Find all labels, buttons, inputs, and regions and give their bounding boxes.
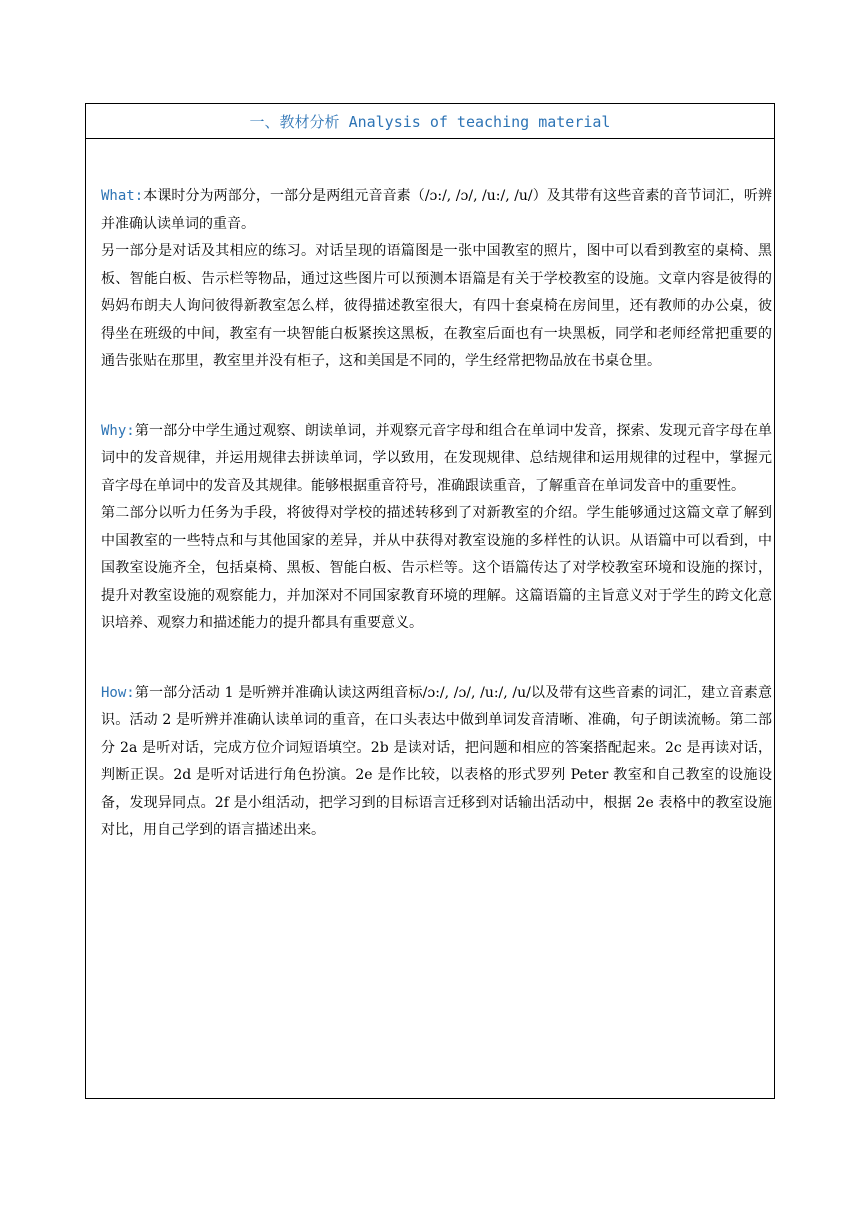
why-label: Why: [101, 422, 135, 439]
why-paragraph-2: 第二部分以听力任务为手段，将彼得对学校的描述转移到了对新教室的介绍。学生能够通过这篇文章了解到中国教室的一些特点和与其他国家的差异，并从中获得对教室设施的多样性的认识。从语篇中可以看到，中国教室设施齐全，包括桌椅、黑板、智能白板、告示栏等。这个语篇传达了对学校教室环境和设施的探讨，提升对教室设施的观察能力，并加深对不同国家教育环境的理解。这篇语篇的主旨意义对于学生的跨文化意识培养、观察力和描述能力的提升都具有重要意义。 [101, 505, 772, 631]
why-text-1: 第一部分中学生通过观察、朗读单词，并观察元音字母和组合在单词中发音，探索、发现元音字母在单词中的发音规律，并运用规律去拼读单词，学以致用，在发现规律、总结规律和运用规律的过程中，掌握元音字母在单词中的发音及其规律。能够根据重音符号，准确跟读重音，了解重音在单词发音中的重要性。 [101, 422, 772, 494]
why-paragraph [101, 418, 772, 501]
what-label: What: [101, 188, 144, 204]
table-body-cell [86, 183, 774, 845]
what-paragraph-2: 另一部分是对话及其相应的练习。对话呈现的语篇图是一张中国教室的照片，图中可以看到教室的桌椅、黑板、智能白板、告示栏等物品，通过这些图片可以预测本语篇是有关于学校教室的设施。文章内容是彼得的妈妈布朗夫人询问彼得新教室怎么样，彼得描述教室很大，有四十套桌椅在房间里，还有教师的办公桌，彼得坐在班级的中间，教室有一块智能白板紧挨这黑板，在教室后面也有一块黑板，同学和老师经常把重要的通告张贴在那里，教室里并没有柜子，这和美国是不同的，学生经常把物品放在书桌仓里。 [101, 243, 772, 369]
section-title: 一、教材分析 Analysis of teaching material [249, 112, 611, 131]
analysis-table [85, 103, 775, 1099]
what-paragraph [101, 183, 772, 238]
how-text-1: 第一部分活动 1 是听辨并准确认读这两组音标/ɔ:/, /ɔ/, /u:/, /u/以及带有这些音素的词汇，建立音素意识。活动 2 是听辨并准确认读单词的重音，在口头表达中做到单词发音清晰、准确，句子朗读流畅。第二部分 2a 是听对话，完成方位介词短语填空。2b 是读对话，把问题和相应的答案搭配起来。2c 是再读对话，判断正误。2d 是听对话进行角色扮演。2e 是作比较，以表格的形式罗列 Peter 教室和自己教室的设施设备，发现异同点。2f 是小组活动，把学习到的目标语言迁移到对话输出活动中，根据 2e 表格中的教室设施对比，用自己学到的语言描述出来。 [101, 684, 772, 838]
table-header [86, 104, 774, 139]
how-label: How: [101, 684, 135, 701]
how-paragraph [101, 680, 772, 845]
what-text-1: 本课时分为两部分，一部分是两组元音音素（/ɔ:/, /ɔ/, /u:/, /u/）及其带有这些音素的音节词汇，听辨并准确认读单词的重音。 [101, 188, 772, 232]
